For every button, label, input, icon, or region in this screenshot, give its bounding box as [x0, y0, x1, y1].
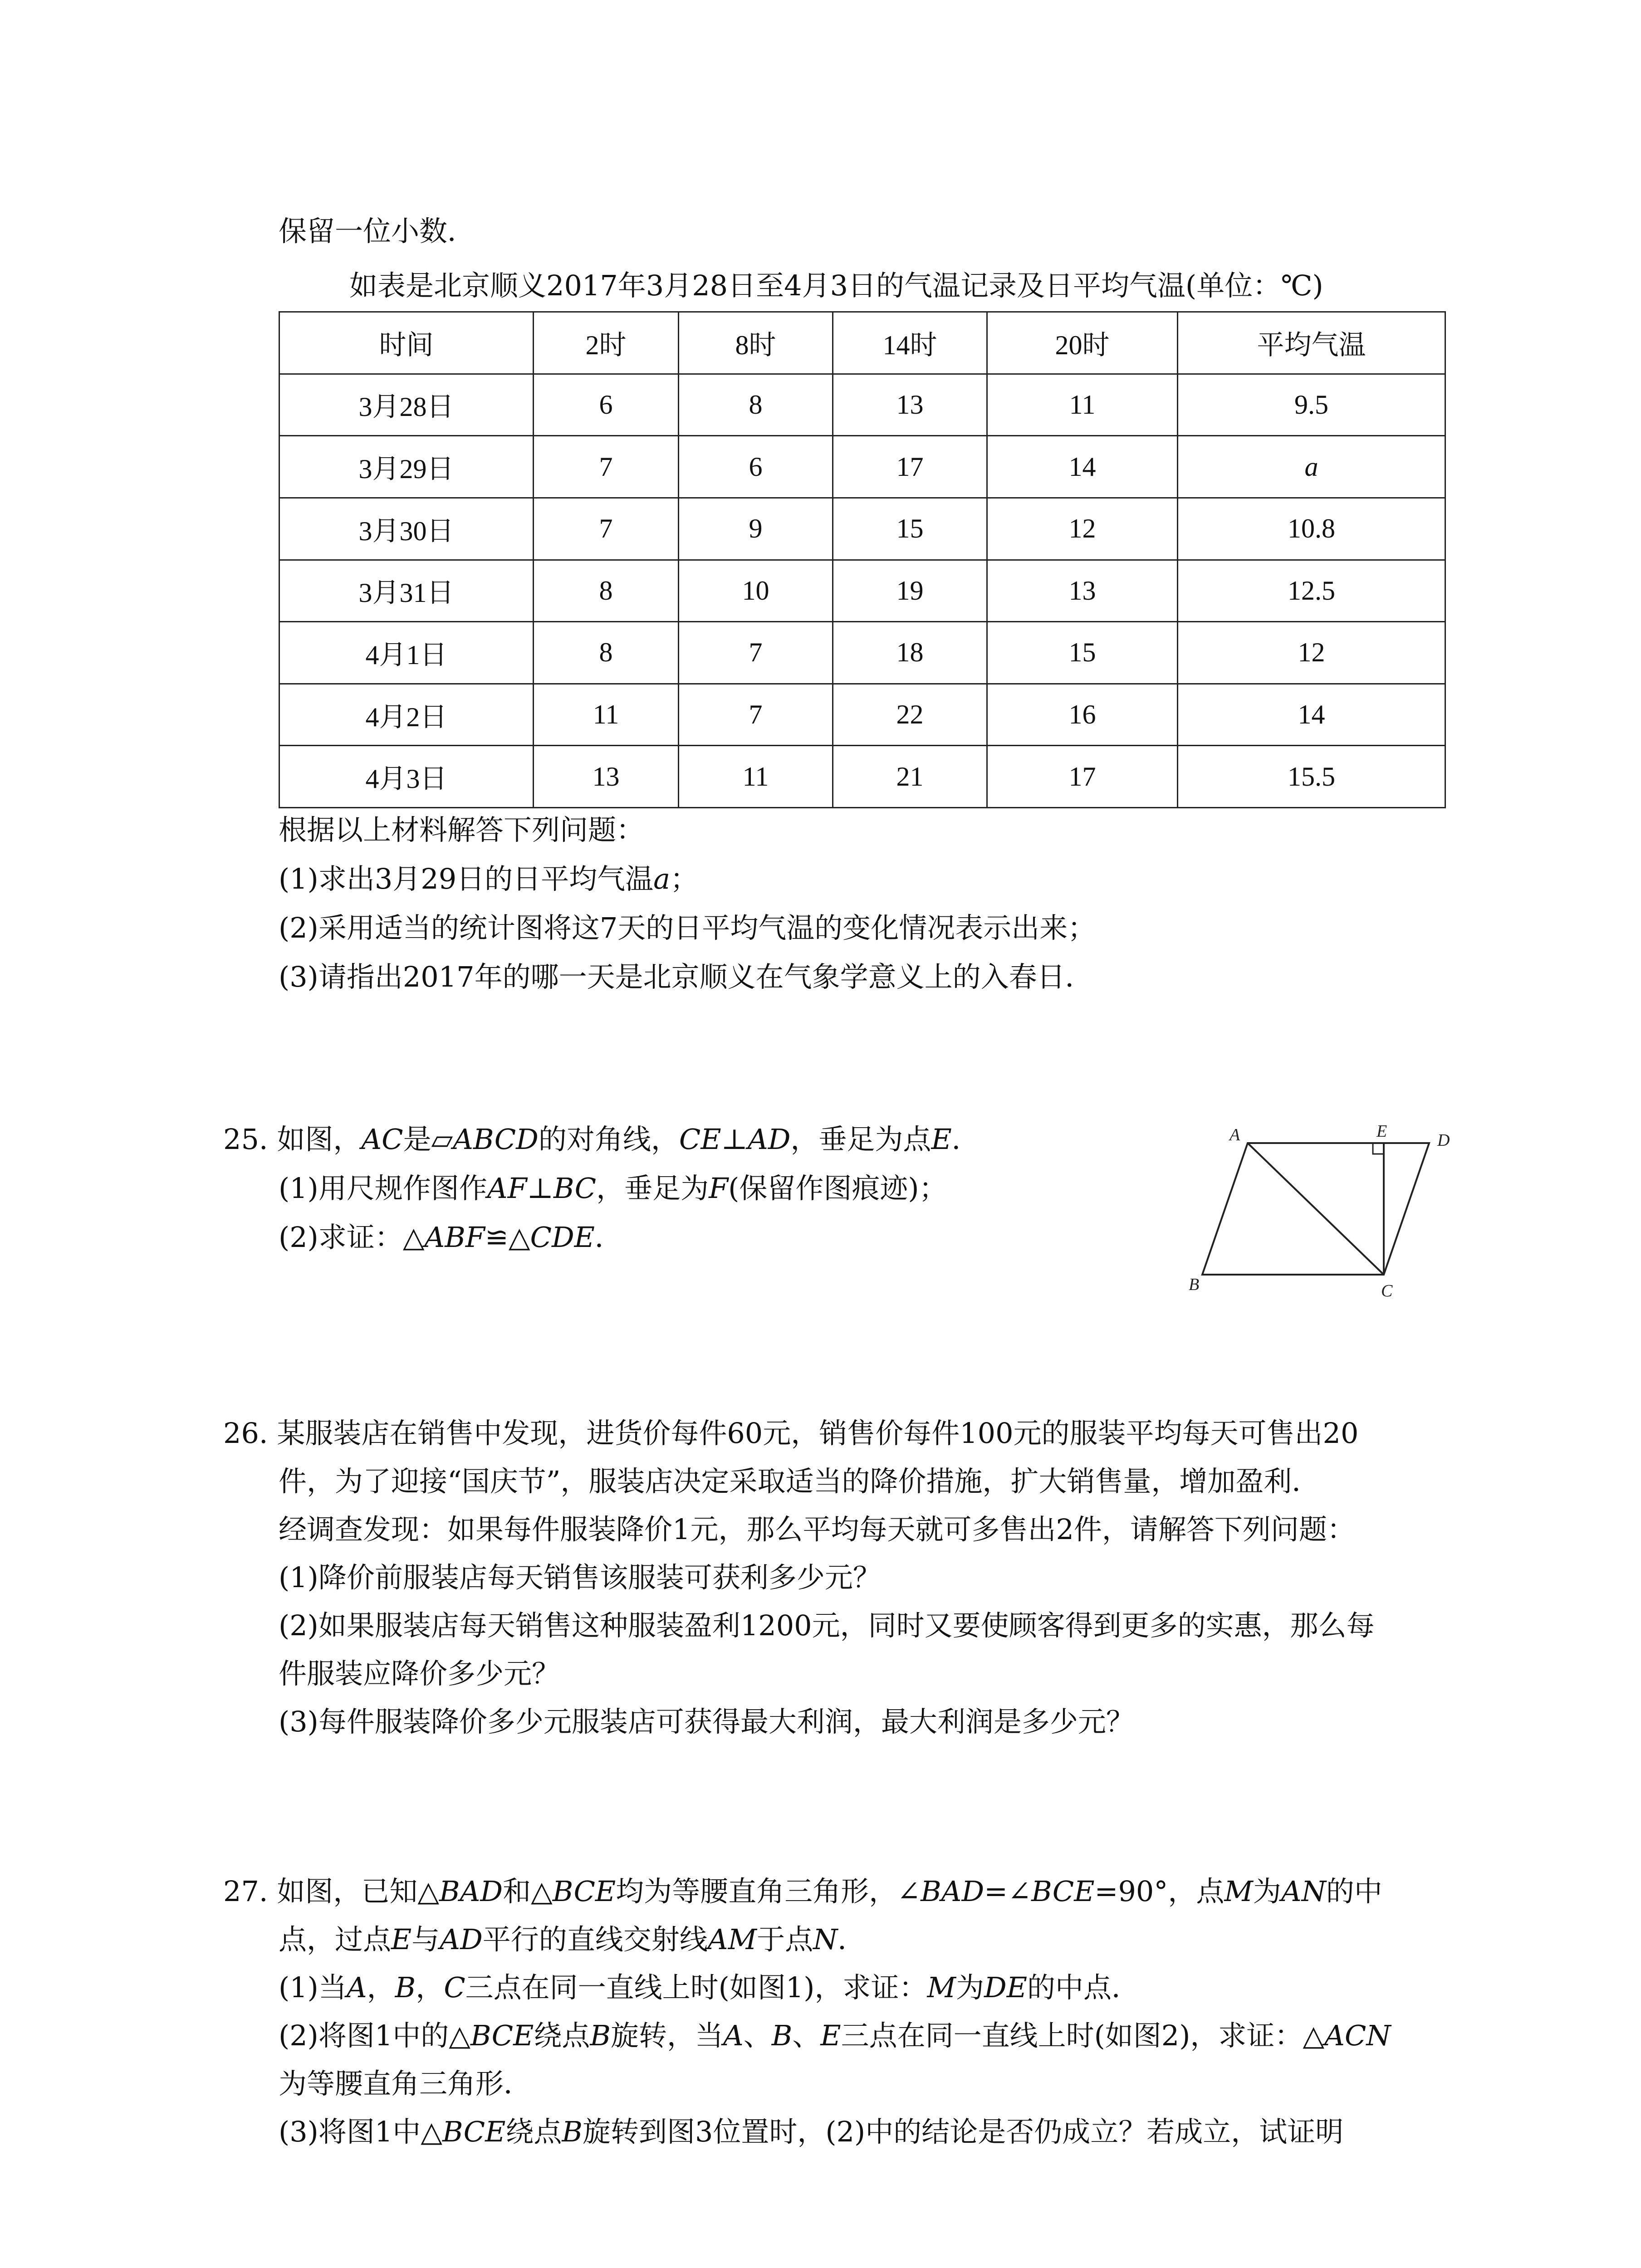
header-cell: 平均气温 [1178, 312, 1445, 374]
table-cell: 15 [987, 622, 1178, 684]
q25-stem: 25. 如图，AC是▱ABCD的对角线，CE⊥AD，垂足为点E． [223, 1123, 980, 1156]
table-cell: 19 [833, 560, 987, 622]
table-cell: 17 [833, 436, 987, 498]
q26-part2b: 件服装应降价多少元？ [279, 1657, 560, 1690]
table-cell: 7 [679, 684, 833, 746]
table-cell: 13 [833, 374, 987, 436]
table-cell: 9.5 [1178, 374, 1445, 436]
table-cell: 12 [987, 498, 1178, 560]
table-cell: 12.5 [1178, 560, 1445, 622]
question-number: 27. [223, 1875, 268, 1908]
intro-line: 保留一位小数． [279, 215, 476, 248]
table-cell: 10.8 [1178, 498, 1445, 560]
table-cell: 13 [987, 560, 1178, 622]
q24-part2: (2)采用适当的统计图将这7天的日平均气温的变化情况表示出来； [279, 911, 1096, 944]
q26-part2a: (2)如果服装店每天销售这种服装盈利1200元，同时又要使顾客得到更多的实惠，那么每 [279, 1609, 1375, 1642]
table-cell: a [1178, 436, 1445, 498]
table-cell: 13 [534, 746, 679, 808]
parallelogram-figure [1189, 1125, 1470, 1306]
q27-part1: (1)当A，B，C三点在同一直线上时(如图1)，求证：M为DE的中点． [279, 1971, 1140, 2004]
table-cell: 16 [987, 684, 1178, 746]
q24-part1: (1)求出3月29日的日平均气温a； [279, 862, 699, 895]
table-cell: 15.5 [1178, 746, 1445, 808]
table-caption: 如表是北京顺义2017年3月28日至4月3日的气温记录及日平均气温(单位：℃) [349, 269, 1323, 302]
table-cell: 3月29日 [279, 436, 534, 498]
q25-part1: (1)用尺规作图作AF⊥BC，垂足为F(保留作图痕迹)； [279, 1172, 947, 1205]
table-cell: 4月1日 [279, 622, 534, 684]
table-row [279, 374, 1445, 436]
q27-part3: (3)将图1中△BCE绕点B旋转到图3位置时，(2)中的结论是否仍成立？若成立，试证明 [279, 2115, 1344, 2148]
header-cell: 20时 [987, 312, 1178, 374]
table-row [279, 622, 1445, 684]
table-cell: 3月30日 [279, 498, 534, 560]
table-cell: 14 [987, 436, 1178, 498]
table-cell: 7 [534, 498, 679, 560]
table-cell: 4月3日 [279, 746, 534, 808]
table-cell: 10 [679, 560, 833, 622]
header-cell: 14时 [833, 312, 987, 374]
table-cell: 6 [679, 436, 833, 498]
q27-line1: 27. 如图，已知△BAD和△BCE均为等腰直角三角形，∠BAD=∠BCE=90°，点M为AN的中 [223, 1875, 1382, 1908]
table-row [279, 746, 1445, 808]
table-cell: 12 [1178, 622, 1445, 684]
table-header-row [279, 312, 1445, 374]
label-c: C [1381, 1281, 1393, 1300]
q27-part2a: (2)将图1中的△BCE绕点B旋转，当A、B、E三点在同一直线上时(如图2)，求证：△ACN [279, 2019, 1391, 2052]
table-cell: 3月28日 [279, 374, 534, 436]
table-cell: 7 [534, 436, 679, 498]
q26-part3: (3)每件服装降价多少元服装店可获得最大利润，最大利润是多少元？ [279, 1705, 1134, 1738]
table-cell: 18 [833, 622, 987, 684]
table-cell: 8 [534, 560, 679, 622]
table-cell: 8 [534, 622, 679, 684]
table-cell: 15 [833, 498, 987, 560]
table-cell: 22 [833, 684, 987, 746]
diagonal-ac [1248, 1143, 1384, 1275]
header-cell: 2时 [534, 312, 679, 374]
right-angle-mark [1373, 1143, 1384, 1154]
table-cell: 14 [1178, 684, 1445, 746]
label-e: E [1376, 1125, 1387, 1141]
question-number: 25. [223, 1123, 268, 1156]
table-cell: 11 [679, 746, 833, 808]
table-cell: 4月2日 [279, 684, 534, 746]
table-cell: 9 [679, 498, 833, 560]
table-cell: 11 [987, 374, 1178, 436]
temperature-table [279, 311, 1446, 808]
q25-part2: (2)求证：△ABF≌△CDE． [279, 1221, 623, 1254]
table-cell: 7 [679, 622, 833, 684]
label-d: D [1437, 1131, 1450, 1150]
table-cell: 8 [679, 374, 833, 436]
header-cell: 8时 [679, 312, 833, 374]
q27-part2b: 为等腰直角三角形． [279, 2067, 532, 2100]
table-row [279, 498, 1445, 560]
q24-part3: (3)请指出2017年的哪一天是北京顺义在气象学意义上的入春日． [279, 960, 1093, 993]
label-b: B [1189, 1275, 1200, 1294]
q24-lead: 根据以上材料解答下列问题： [279, 813, 645, 846]
label-a: A [1230, 1125, 1240, 1144]
q26-line2: 件，为了迎接“国庆节”，服装店决定采取适当的降价措施，扩大销售量，增加盈利． [279, 1465, 1320, 1498]
q26-part1: (1)降价前服装店每天销售该服装可获利多少元？ [279, 1561, 881, 1594]
table-cell: 17 [987, 746, 1178, 808]
table-cell: 11 [534, 684, 679, 746]
table-row [279, 436, 1445, 498]
header-cell: 时间 [279, 312, 534, 374]
q27-line2: 点，过点E与AD平行的直线交射线AM于点N． [279, 1923, 866, 1956]
table-row [279, 560, 1445, 622]
q26-line1: 26. 某服装店在销售中发现，进货价每件60元，销售价每件100元的服装平均每天可售出20 [223, 1417, 1359, 1450]
table-cell: 6 [534, 374, 679, 436]
q26-line3: 经调查发现：如果每件服装降价1元，那么平均每天就可多售出2件，请解答下列问题： [279, 1513, 1355, 1546]
table-cell: 3月31日 [279, 560, 534, 622]
table-row [279, 684, 1445, 746]
table-cell: 21 [833, 746, 987, 808]
question-number: 26. [223, 1417, 268, 1450]
